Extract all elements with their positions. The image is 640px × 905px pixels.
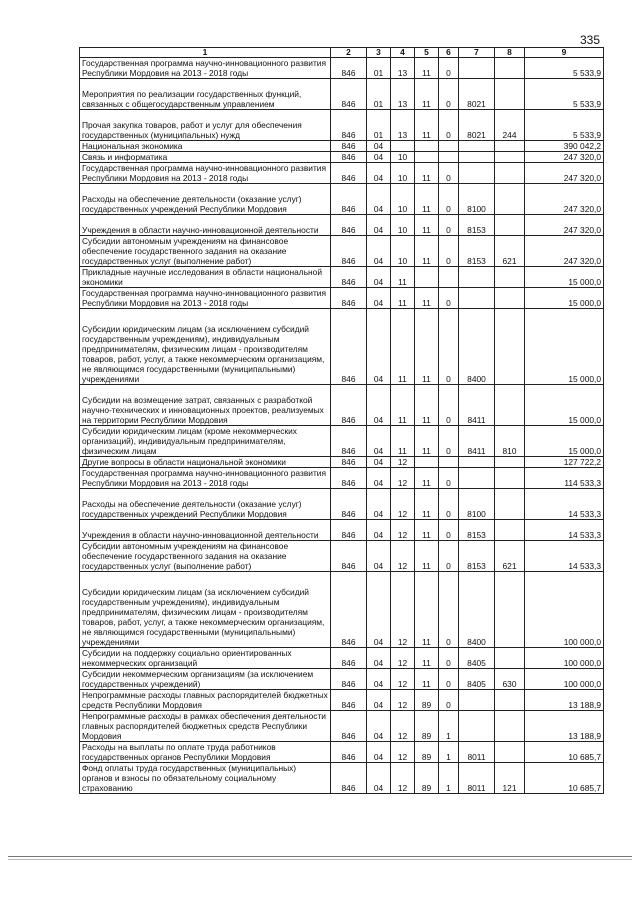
table-header-row (80, 48, 604, 58)
row-code-cell: 1 (439, 711, 459, 742)
row-code-cell: 846 (331, 215, 367, 236)
row-sum-cell: 15 000,0 (525, 426, 604, 457)
table-row (80, 648, 604, 669)
column-header: 8 (495, 48, 525, 58)
row-sum-cell: 10 685,7 (525, 763, 604, 794)
row-code-cell: 12 (391, 669, 415, 690)
row-code-cell (459, 163, 495, 184)
row-code-cell: 12 (391, 711, 415, 742)
row-code-cell (495, 58, 525, 79)
row-code-cell: 0 (439, 648, 459, 669)
table-row (80, 79, 604, 110)
row-code-cell: 8405 (459, 648, 495, 669)
row-code-cell (495, 468, 525, 489)
row-name-cell: Прочая закупка товаров, работ и услуг для обеспечения государственных (муниципальных) нужд (80, 110, 331, 141)
row-code-cell: 11 (415, 648, 439, 669)
row-code-cell: 10 (391, 184, 415, 215)
table-row (80, 163, 604, 184)
row-code-cell (495, 152, 525, 163)
row-code-cell: 11 (415, 669, 439, 690)
row-code-cell: 0 (439, 690, 459, 711)
column-header: 6 (439, 48, 459, 58)
table-row (80, 520, 604, 541)
row-code-cell: 0 (439, 58, 459, 79)
row-code-cell: 13 (391, 79, 415, 110)
column-header: 7 (459, 48, 495, 58)
table-row (80, 267, 604, 288)
row-name-cell: Мероприятия по реализации государственных функций, связанных с общегосударственным управлением (80, 79, 331, 110)
row-name-cell: Учреждения в области научно-инновационной деятельности (80, 215, 331, 236)
row-code-cell: 0 (439, 184, 459, 215)
row-code-cell: 846 (331, 742, 367, 763)
row-code-cell: 0 (439, 215, 459, 236)
column-header: 1 (80, 48, 331, 58)
row-code-cell (495, 309, 525, 385)
row-name-cell: Расходы на обеспечение деятельности (оказание услуг) государственных учреждений Республики Мордовия (80, 184, 331, 215)
row-code-cell: 04 (367, 309, 391, 385)
row-code-cell (495, 184, 525, 215)
row-code-cell (415, 267, 439, 288)
row-name-cell: Учреждения в области научно-инновационной деятельности (80, 520, 331, 541)
row-code-cell: 89 (415, 763, 439, 794)
row-code-cell: 11 (415, 215, 439, 236)
row-code-cell: 12 (391, 489, 415, 520)
row-name-cell: Субсидии на возмещение затрат, связанных с разработкой научно-технических и инновационных проектов, реализуемых на территории Республики Мордовия (80, 385, 331, 426)
row-name-cell: Государственная программа научно-инновационного развития Республики Мордовия на 2013 - 2018 годы (80, 58, 331, 79)
row-code-cell: 04 (367, 184, 391, 215)
row-code-cell (459, 288, 495, 309)
row-name-cell: Непрограммные расходы в рамках обеспечения деятельности главных распорядителей бюджетных средств Республики Мордовия (80, 711, 331, 742)
row-code-cell: 04 (367, 520, 391, 541)
row-code-cell: 12 (391, 763, 415, 794)
scan-edge-line (8, 856, 632, 857)
table-row (80, 690, 604, 711)
row-code-cell (459, 690, 495, 711)
row-name-cell: Государственная программа научно-инновационного развития Республики Мордовия на 2013 - 2018 годы (80, 468, 331, 489)
row-code-cell: 04 (367, 572, 391, 648)
row-code-cell: 0 (439, 288, 459, 309)
row-code-cell: 04 (367, 541, 391, 572)
row-code-cell: 8153 (459, 520, 495, 541)
row-code-cell: 04 (367, 215, 391, 236)
row-code-cell: 04 (367, 648, 391, 669)
row-code-cell: 11 (415, 426, 439, 457)
row-name-cell: Субсидии автономным учреждениям на финансовое обеспечение государственного задания на оказание государственных услуг (выполнение работ) (80, 236, 331, 267)
row-sum-cell: 100 000,0 (525, 669, 604, 690)
row-code-cell: 12 (391, 648, 415, 669)
row-code-cell: 8411 (459, 385, 495, 426)
row-code-cell: 11 (415, 541, 439, 572)
row-code-cell: 846 (331, 288, 367, 309)
row-code-cell: 8011 (459, 763, 495, 794)
row-code-cell (415, 457, 439, 468)
row-code-cell: 0 (439, 489, 459, 520)
row-code-cell: 121 (495, 763, 525, 794)
row-code-cell: 846 (331, 457, 367, 468)
row-code-cell: 01 (367, 58, 391, 79)
column-header: 9 (525, 48, 604, 58)
row-sum-cell: 247 320,0 (525, 184, 604, 215)
row-code-cell: 0 (439, 468, 459, 489)
table-row (80, 489, 604, 520)
row-sum-cell: 15 000,0 (525, 267, 604, 288)
row-code-cell: 04 (367, 426, 391, 457)
row-code-cell: 04 (367, 267, 391, 288)
row-code-cell: 846 (331, 385, 367, 426)
row-code-cell: 04 (367, 236, 391, 267)
row-code-cell (459, 711, 495, 742)
row-code-cell (495, 141, 525, 152)
row-code-cell (459, 152, 495, 163)
row-code-cell: 846 (331, 711, 367, 742)
row-code-cell: 846 (331, 58, 367, 79)
row-sum-cell: 100 000,0 (525, 572, 604, 648)
row-sum-cell: 10 685,7 (525, 742, 604, 763)
row-code-cell: 0 (439, 669, 459, 690)
row-code-cell: 12 (391, 468, 415, 489)
row-code-cell: 01 (367, 79, 391, 110)
column-header: 4 (391, 48, 415, 58)
row-code-cell: 0 (439, 541, 459, 572)
row-sum-cell: 14 533,3 (525, 541, 604, 572)
row-code-cell: 846 (331, 541, 367, 572)
row-code-cell: 846 (331, 669, 367, 690)
row-code-cell: 12 (391, 520, 415, 541)
row-sum-cell: 114 533,3 (525, 468, 604, 489)
row-code-cell: 8400 (459, 572, 495, 648)
row-code-cell: 01 (367, 110, 391, 141)
row-code-cell: 8153 (459, 215, 495, 236)
row-name-cell: Субсидии юридическим лицам (за исключением субсидий государственным учреждениям), индивидуальным предпринимателям, физическим лицам - производителям товаров, работ, услуг, а также некоммерческим организациям, не являющимся государственными (муниципальными) учреждениями (80, 572, 331, 648)
row-code-cell: 11 (415, 309, 439, 385)
table-row (80, 110, 604, 141)
row-sum-cell: 15 000,0 (525, 309, 604, 385)
row-sum-cell: 13 188,9 (525, 690, 604, 711)
row-sum-cell: 15 000,0 (525, 288, 604, 309)
row-code-cell (391, 141, 415, 152)
row-code-cell: 10 (391, 236, 415, 267)
row-code-cell: 846 (331, 184, 367, 215)
table-row (80, 215, 604, 236)
row-code-cell: 12 (391, 572, 415, 648)
row-code-cell: 11 (415, 79, 439, 110)
row-code-cell (495, 288, 525, 309)
row-name-cell: Субсидии некоммерческим организациям (за исключением государственных учреждений) (80, 669, 331, 690)
row-code-cell: 0 (439, 385, 459, 426)
row-code-cell: 8011 (459, 742, 495, 763)
row-code-cell: 1 (439, 763, 459, 794)
row-code-cell: 846 (331, 267, 367, 288)
row-code-cell (495, 690, 525, 711)
row-code-cell: 8100 (459, 184, 495, 215)
row-code-cell (495, 267, 525, 288)
row-code-cell (495, 711, 525, 742)
scan-edge-line (8, 859, 632, 860)
row-code-cell: 10 (391, 163, 415, 184)
row-code-cell: 11 (415, 572, 439, 648)
row-code-cell: 12 (391, 742, 415, 763)
row-code-cell: 846 (331, 309, 367, 385)
table-row (80, 152, 604, 163)
row-code-cell: 630 (495, 669, 525, 690)
row-code-cell: 11 (391, 309, 415, 385)
row-code-cell (495, 385, 525, 426)
row-code-cell: 846 (331, 152, 367, 163)
row-code-cell: 8400 (459, 309, 495, 385)
row-code-cell: 846 (331, 763, 367, 794)
row-code-cell: 8153 (459, 541, 495, 572)
row-sum-cell: 5 533,9 (525, 79, 604, 110)
row-code-cell (439, 457, 459, 468)
row-code-cell: 621 (495, 236, 525, 267)
row-code-cell: 04 (367, 711, 391, 742)
table-row (80, 309, 604, 385)
row-name-cell: Национальная экономика (80, 141, 331, 152)
row-code-cell: 13 (391, 58, 415, 79)
row-code-cell: 11 (415, 236, 439, 267)
table-row (80, 457, 604, 468)
row-code-cell: 11 (415, 58, 439, 79)
row-code-cell: 846 (331, 489, 367, 520)
row-code-cell: 11 (391, 288, 415, 309)
row-code-cell: 11 (415, 468, 439, 489)
row-code-cell (459, 267, 495, 288)
row-code-cell: 8021 (459, 110, 495, 141)
table-row (80, 236, 604, 267)
row-code-cell (495, 742, 525, 763)
row-code-cell: 810 (495, 426, 525, 457)
row-name-cell: Расходы на выплаты по оплате труда работников государственных органов Республики Мордовия (80, 742, 331, 763)
row-code-cell: 11 (391, 426, 415, 457)
table-row (80, 288, 604, 309)
row-code-cell: 04 (367, 385, 391, 426)
table-row (80, 468, 604, 489)
row-code-cell: 04 (367, 468, 391, 489)
row-code-cell: 846 (331, 572, 367, 648)
column-header: 3 (367, 48, 391, 58)
row-sum-cell: 100 000,0 (525, 648, 604, 669)
row-sum-cell: 13 188,9 (525, 711, 604, 742)
column-header: 5 (415, 48, 439, 58)
row-sum-cell: 14 533,3 (525, 520, 604, 541)
row-code-cell: 89 (415, 690, 439, 711)
table-row (80, 669, 604, 690)
row-sum-cell: 127 722,2 (525, 457, 604, 468)
row-code-cell: 8411 (459, 426, 495, 457)
row-name-cell: Расходы на обеспечение деятельности (оказание услуг) государственных учреждений Республики Мордовия (80, 489, 331, 520)
row-code-cell: 04 (367, 141, 391, 152)
row-code-cell: 0 (439, 110, 459, 141)
row-code-cell: 0 (439, 309, 459, 385)
row-code-cell (495, 457, 525, 468)
row-code-cell: 0 (439, 163, 459, 184)
row-code-cell: 8100 (459, 489, 495, 520)
row-code-cell: 846 (331, 648, 367, 669)
row-code-cell: 10 (391, 152, 415, 163)
row-code-cell (415, 152, 439, 163)
row-code-cell: 846 (331, 141, 367, 152)
row-code-cell: 11 (415, 489, 439, 520)
row-code-cell: 11 (391, 267, 415, 288)
row-code-cell: 8405 (459, 669, 495, 690)
row-code-cell: 846 (331, 110, 367, 141)
row-code-cell (495, 489, 525, 520)
row-code-cell: 13 (391, 110, 415, 141)
row-code-cell: 89 (415, 711, 439, 742)
table-row (80, 385, 604, 426)
row-code-cell: 04 (367, 489, 391, 520)
row-code-cell: 0 (439, 520, 459, 541)
row-code-cell: 04 (367, 742, 391, 763)
row-code-cell: 11 (391, 385, 415, 426)
row-code-cell: 846 (331, 426, 367, 457)
row-code-cell: 846 (331, 690, 367, 711)
row-name-cell: Государственная программа научно-инновационного развития Республики Мордовия на 2013 - 2018 годы (80, 288, 331, 309)
page-number: 335 (579, 33, 600, 47)
row-name-cell: Субсидии юридическим лицам (кроме некоммерческих организаций), индивидуальным предпринимателям, физическим лицам (80, 426, 331, 457)
row-code-cell (495, 215, 525, 236)
row-sum-cell: 5 533,9 (525, 110, 604, 141)
row-name-cell: Другие вопросы в области национальной экономики (80, 457, 331, 468)
row-code-cell: 04 (367, 763, 391, 794)
row-code-cell: 04 (367, 457, 391, 468)
row-code-cell (459, 58, 495, 79)
row-sum-cell: 247 320,0 (525, 163, 604, 184)
table-row (80, 58, 604, 79)
row-code-cell (459, 141, 495, 152)
row-code-cell: 0 (439, 426, 459, 457)
row-sum-cell: 14 533,3 (525, 489, 604, 520)
row-sum-cell: 247 320,0 (525, 215, 604, 236)
table-row (80, 184, 604, 215)
row-code-cell: 846 (331, 520, 367, 541)
row-code-cell (495, 648, 525, 669)
row-code-cell: 04 (367, 152, 391, 163)
row-code-cell: 04 (367, 669, 391, 690)
row-code-cell (495, 520, 525, 541)
row-code-cell: 11 (415, 288, 439, 309)
table-row (80, 711, 604, 742)
row-code-cell: 846 (331, 468, 367, 489)
row-name-cell: Непрограммные расходы главных распорядителей бюджетных средств Республики Мордовия (80, 690, 331, 711)
table-row (80, 572, 604, 648)
row-code-cell (495, 79, 525, 110)
row-code-cell (415, 141, 439, 152)
row-code-cell: 11 (415, 520, 439, 541)
row-code-cell (439, 152, 459, 163)
row-code-cell (439, 267, 459, 288)
row-code-cell: 04 (367, 690, 391, 711)
row-name-cell: Прикладные научные исследования в области национальной экономики (80, 267, 331, 288)
row-code-cell: 846 (331, 79, 367, 110)
row-code-cell: 12 (391, 690, 415, 711)
row-code-cell (495, 163, 525, 184)
row-code-cell: 0 (439, 79, 459, 110)
row-name-cell: Фонд оплаты труда государственных (муниципальных) органов и взносы по обязательному социальному страхованию (80, 763, 331, 794)
table-row (80, 763, 604, 794)
row-sum-cell: 390 042,2 (525, 141, 604, 152)
row-code-cell: 12 (391, 457, 415, 468)
row-code-cell: 621 (495, 541, 525, 572)
row-code-cell (439, 141, 459, 152)
row-code-cell: 846 (331, 163, 367, 184)
row-name-cell: Субсидии на поддержку социально ориентированных некоммерческих организаций (80, 648, 331, 669)
budget-table (79, 47, 604, 794)
row-code-cell: 10 (391, 215, 415, 236)
row-sum-cell: 247 320,0 (525, 152, 604, 163)
row-code-cell: 04 (367, 163, 391, 184)
table-row (80, 742, 604, 763)
row-code-cell: 0 (439, 572, 459, 648)
row-code-cell (459, 457, 495, 468)
row-name-cell: Субсидии юридическим лицам (за исключением субсидий государственным учреждениям), индивидуальным предпринимателям, физическим лицам - производителям товаров, работ, услуг, а также некоммерческим организациям, не являющимся государственными (муниципальными) учреждениями (80, 309, 331, 385)
row-code-cell: 846 (331, 236, 367, 267)
row-code-cell: 89 (415, 742, 439, 763)
column-header: 2 (331, 48, 367, 58)
table-row (80, 541, 604, 572)
row-sum-cell: 15 000,0 (525, 385, 604, 426)
row-code-cell: 0 (439, 236, 459, 267)
row-code-cell: 12 (391, 541, 415, 572)
row-code-cell: 1 (439, 742, 459, 763)
row-code-cell: 11 (415, 385, 439, 426)
row-name-cell: Государственная программа научно-инновационного развития Республики Мордовия на 2013 - 2018 годы (80, 163, 331, 184)
row-sum-cell: 247 320,0 (525, 236, 604, 267)
row-code-cell: 244 (495, 110, 525, 141)
table-row (80, 426, 604, 457)
row-code-cell: 11 (415, 110, 439, 141)
row-code-cell (459, 468, 495, 489)
table-row (80, 141, 604, 152)
row-name-cell: Субсидии автономным учреждениям на финансовое обеспечение государственного задания на оказание государственных услуг (выполнение работ) (80, 541, 331, 572)
row-code-cell: 04 (367, 288, 391, 309)
row-code-cell: 11 (415, 163, 439, 184)
row-code-cell: 11 (415, 184, 439, 215)
row-code-cell: 8021 (459, 79, 495, 110)
row-code-cell (495, 572, 525, 648)
row-code-cell: 8153 (459, 236, 495, 267)
row-sum-cell: 5 533,9 (525, 58, 604, 79)
row-name-cell: Связь и информатика (80, 152, 331, 163)
